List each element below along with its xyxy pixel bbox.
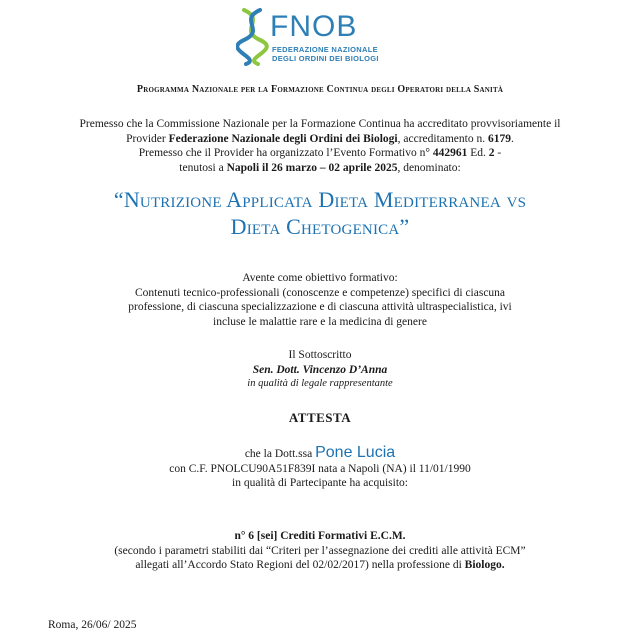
intro-text: , accreditamento n. <box>397 132 488 145</box>
logo-subtitle-line1: FEDERAZIONE NAZIONALE <box>272 45 378 54</box>
intro-text: Provider <box>126 132 169 145</box>
intro-text: - <box>494 147 502 159</box>
fnob-logo <box>236 8 406 66</box>
signer-label: Il Sottoscritto <box>288 349 352 361</box>
event-title <box>0 186 640 240</box>
attesta-heading: ATTESTA <box>288 410 352 425</box>
intro-text: , denominato: <box>397 161 461 174</box>
intro-text: . <box>511 132 514 145</box>
issue-date: Roma, 26/06/ 2025 <box>48 619 137 631</box>
intro-line-1: Premesso che la Commissione Nazionale per la Formazione Continua ha accreditato provvisoriamente il <box>79 118 561 130</box>
intro-line-2 <box>0 132 640 147</box>
intro-text: Ed. <box>467 147 489 159</box>
credits-line-1 <box>0 529 640 544</box>
logo-subtitle <box>272 45 379 63</box>
profession: Biologo. <box>464 559 505 571</box>
participant-name: Pone Lucia <box>315 444 396 461</box>
objective-line-4: incluse le malattie rare e la medicina di genere <box>213 315 427 328</box>
program-heading: Programma Nazionale per la Formazione Continua degli Operatori della Sanità <box>136 84 504 95</box>
accreditation-number: 6179 <box>488 132 511 145</box>
participant-line-3: in qualità di Partecipante ha acquisito: <box>232 477 408 489</box>
participant-line-1 <box>0 446 640 462</box>
objective-line-2: Contenuti tecnico-professionali (conoscenze e competenze) specifici di ciascuna <box>134 286 506 299</box>
event-number: 442961 <box>432 147 468 159</box>
participant-block <box>0 446 640 491</box>
credits-count: n° 6 [sei] Crediti Formativi E.C.M. <box>234 530 406 542</box>
logo-wordmark: FNOB <box>270 10 358 43</box>
objective-label: Avente come obiettivo formativo: <box>242 272 398 284</box>
intro-text: Premesso che il Provider ha organizzato l’Evento Formativo n° <box>138 147 433 159</box>
intro-line-3 <box>0 146 640 161</box>
signer-name: Sen. Dott. Vincenzo D’Anna <box>252 363 388 376</box>
logo-subtitle-line2: DEGLI ORDINI DEI BIOLOGI <box>272 54 379 63</box>
edition-number: 2 <box>488 147 495 159</box>
credits-line-2: (secondo i parametri stabiliti dai “Criteri per l’assegnazione dei crediti alle attività ECM” <box>114 544 526 557</box>
credits-line-3 <box>0 558 640 573</box>
signer-block <box>0 348 640 392</box>
signer-role: in qualità di legale rappresentante <box>247 378 393 389</box>
intro-line-4 <box>0 161 640 176</box>
event-title-line1: “Nutrizione Applicata Dieta Mediterranea vs <box>113 187 527 212</box>
objective-paragraph <box>0 271 640 329</box>
participant-prefix: che la Dott.ssa <box>244 448 316 460</box>
credits-text: allegati all’Accordo Stato Regioni del 02/02/2017) nella professione di <box>135 559 465 571</box>
objective-line-3: professione, di ciascuna specializzazione e di ciascuna attività ultraspecialistica, ivi <box>128 301 512 313</box>
credits-block <box>0 529 640 573</box>
intro-text: tenutosi a <box>179 161 227 174</box>
event-title-line2: Dieta Chetogenica” <box>230 214 410 239</box>
dna-helix-icon <box>236 8 270 66</box>
intro-paragraph <box>0 117 640 175</box>
participant-line-2: con C.F. PNOLCU90A51F839I nata a Napoli (NA) il 11/01/1990 <box>169 462 471 475</box>
event-place-date: Napoli il 26 marzo – 02 aprile 2025 <box>226 161 398 174</box>
provider-name: Federazione Nazionale degli Ordini dei Biologi <box>168 132 398 145</box>
